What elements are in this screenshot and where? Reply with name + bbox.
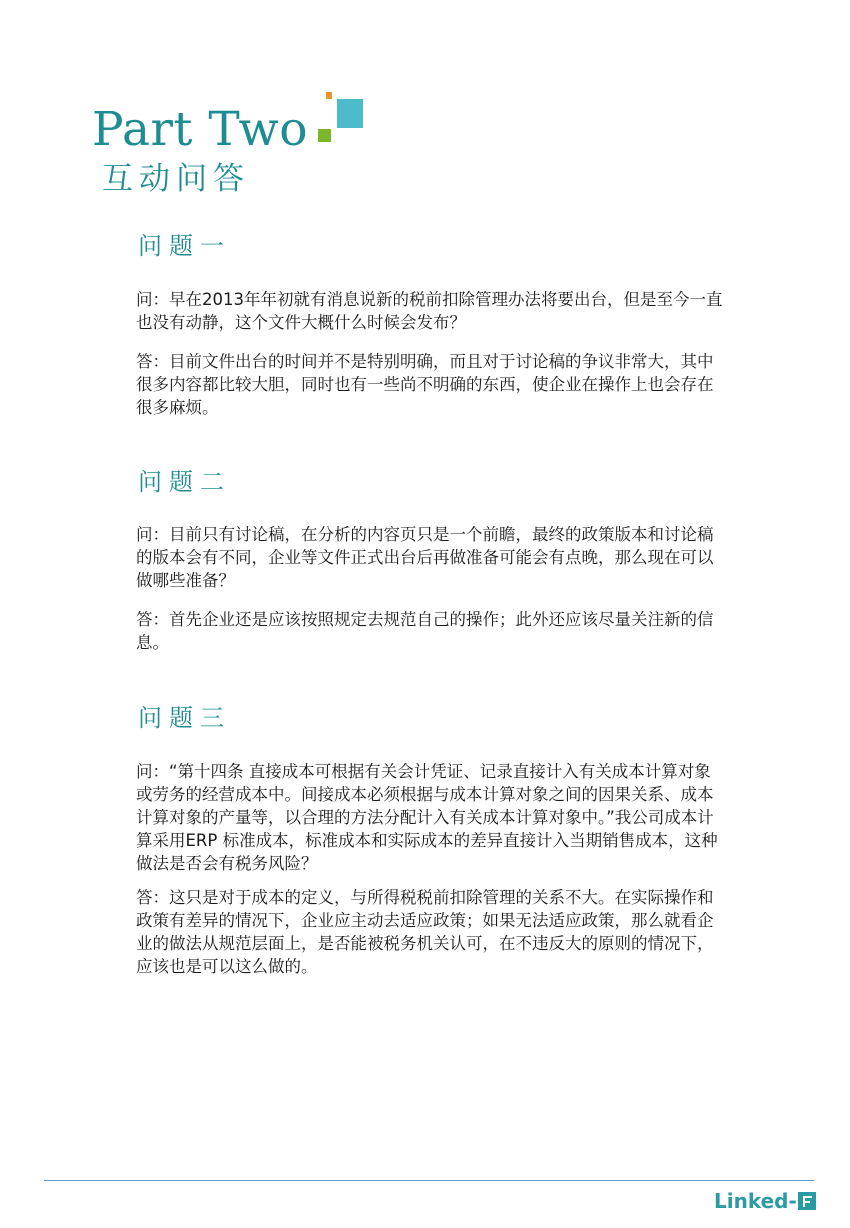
answer-3: 答：这只是对于成本的定义，与所得税税前扣除管理的关系不大。在实际操作和政策有差异的情况下，企业应主动去适应政策；如果无法适应政策，那么就看企业的做法从规范层面上，是否能被税务机关认可，在不违反大的原则的情况下，应该也是可以这么做的。: [136, 888, 714, 976]
orange-square: [326, 92, 332, 99]
section-heading-3: 问题三: [138, 704, 231, 732]
answer-1: 答：目前文件出台的时间并不是特别明确，而且对于讨论稿的争议非常大，其中很多内容都比较大胆，同时也有一些尚不明确的东西，使企业在操作上也会存在很多麻烦。: [136, 352, 714, 417]
answer-2: 答：首先企业还是应该按照规定去规范自己的操作；此外还应该尽量关注新的信息。: [136, 610, 714, 652]
question-2: 问：目前只有讨论稿，在分析的内容页只是一个前瞻，最终的政策版本和讨论稿的版本会有不同，企业等文件正式出台后再做准备可能会有点晚，那么现在可以做哪些准备？: [136, 525, 714, 590]
teal-square: [337, 99, 363, 128]
part-title: Part Two: [92, 102, 309, 157]
linked-f-logo-icon: [798, 1192, 816, 1210]
part-subtitle: 互动问答: [102, 161, 250, 197]
footer-divider: [44, 1180, 814, 1181]
question-3: 问：“第十四条 直接成本可根据有关会计凭证、记录直接计入有关成本计算对象或劳务的经营成本中。间接成本必须根据与成本计算对象之间的因果关系、成本计算对象的产量等，以合理的方法分配计入有关成本计算对象中。”我公司成本计算采用ERP 标准成本，标准成本和实际成本的差异直接计入当期销售成本，这种做法是否会有税务风险？: [136, 762, 718, 873]
section-heading-1: 问题一: [138, 232, 231, 260]
brand-logo: [714, 1188, 816, 1214]
question-1: 问：早在2013年年初就有消息说新的税前扣除管理办法将要出台，但是至今一直也没有动静，这个文件大概什么时候会发布？: [136, 290, 723, 332]
section-heading-2: 问题二: [138, 468, 231, 496]
green-square: [318, 129, 331, 142]
decorative-squares-logo: [318, 90, 368, 145]
brand-text: Linked-: [714, 1189, 797, 1213]
